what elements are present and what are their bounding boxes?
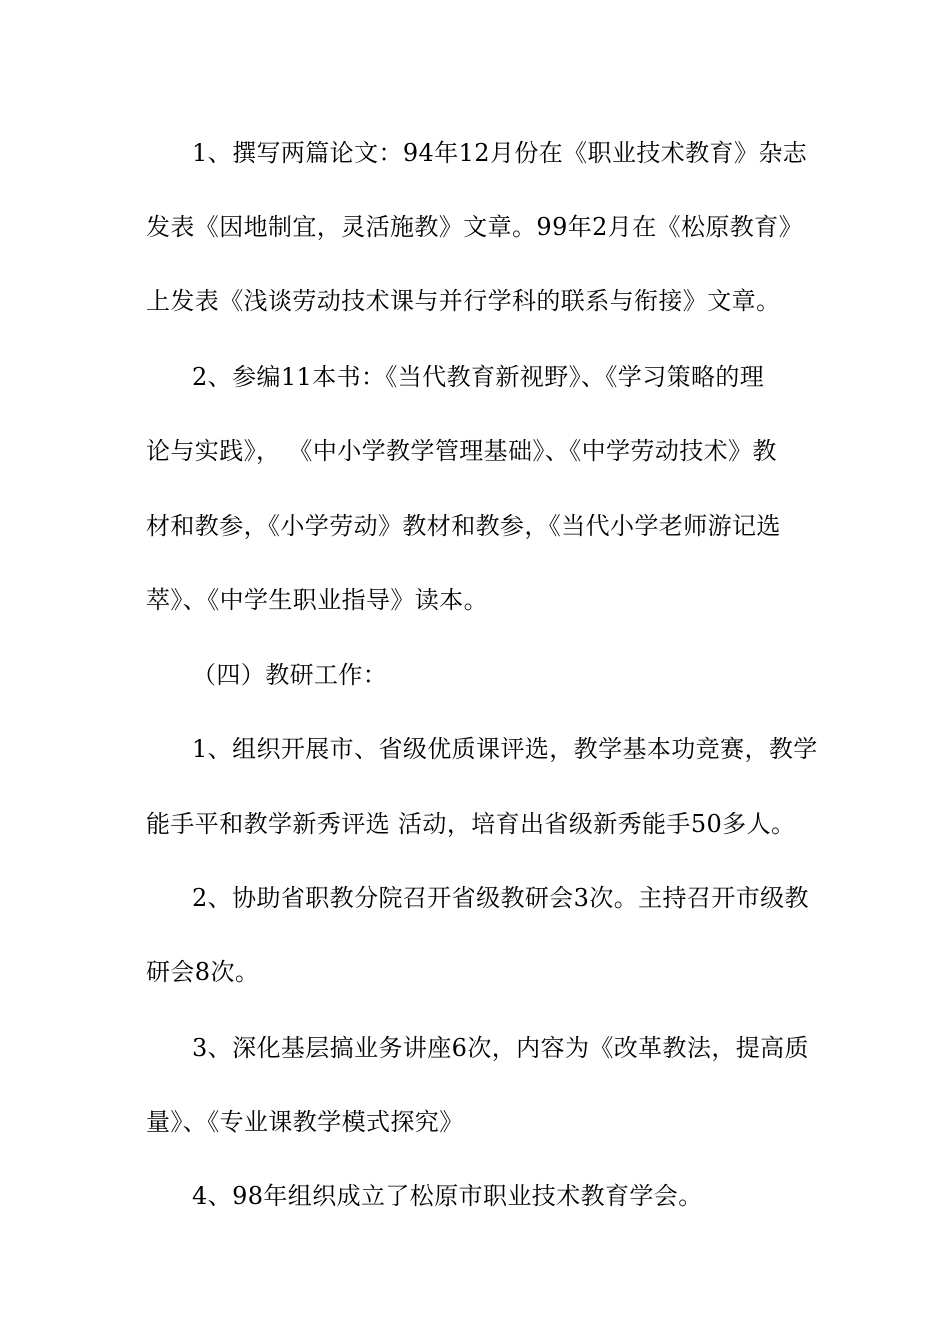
paragraph-6-line-1: 4、98年组织成立了松原市职业技术教育学会。	[192, 1182, 703, 1210]
paragraph-2-line-4: 萃》、《中学生职业指导》读本。	[146, 586, 488, 614]
paragraph-4-line-2: 研会8次。	[146, 958, 260, 986]
paragraph-3-line-2: 能手平和教学新秀评选 活动，培育出省级新秀能手50多人。	[146, 810, 796, 838]
paragraph-3-line-1: 1、组织开展市、省级优质课评选，教学基本功竞赛，教学	[192, 735, 818, 763]
paragraph-5-line-2: 量》、《专业课教学模式探究》	[146, 1108, 464, 1136]
paragraph-1-line-2: 发表《因地制宜，灵活施教》文章。99年2月在《松原教育》	[146, 213, 804, 241]
paragraph-4-line-1: 2、协助省职教分院召开省级教研会3次。主持召开市级教	[192, 884, 809, 912]
paragraph-2-line-1: 2、参编11本书：《当代教育新视野》、《学习策略的理	[192, 363, 765, 391]
paragraph-5-line-1: 3、深化基层搞业务讲座6次，内容为《改革教法，提高质	[192, 1034, 809, 1062]
paragraph-1-line-3: 上发表《浅谈劳动技术课与并行学科的联系与衔接》文章。	[146, 287, 781, 315]
paragraph-2-line-3: 材和教参，《小学劳动》教材和教参，《当代小学老师游记选	[146, 512, 781, 540]
section-heading: （四）教研工作：	[192, 661, 388, 689]
paragraph-2-line-2: 论与实践》， 《中小学教学管理基础》、《中学劳动技术》教	[146, 437, 777, 465]
paragraph-1-line-1: 1、撰写两篇论文：94年12月份在《职业技术教育》杂志	[192, 139, 808, 167]
